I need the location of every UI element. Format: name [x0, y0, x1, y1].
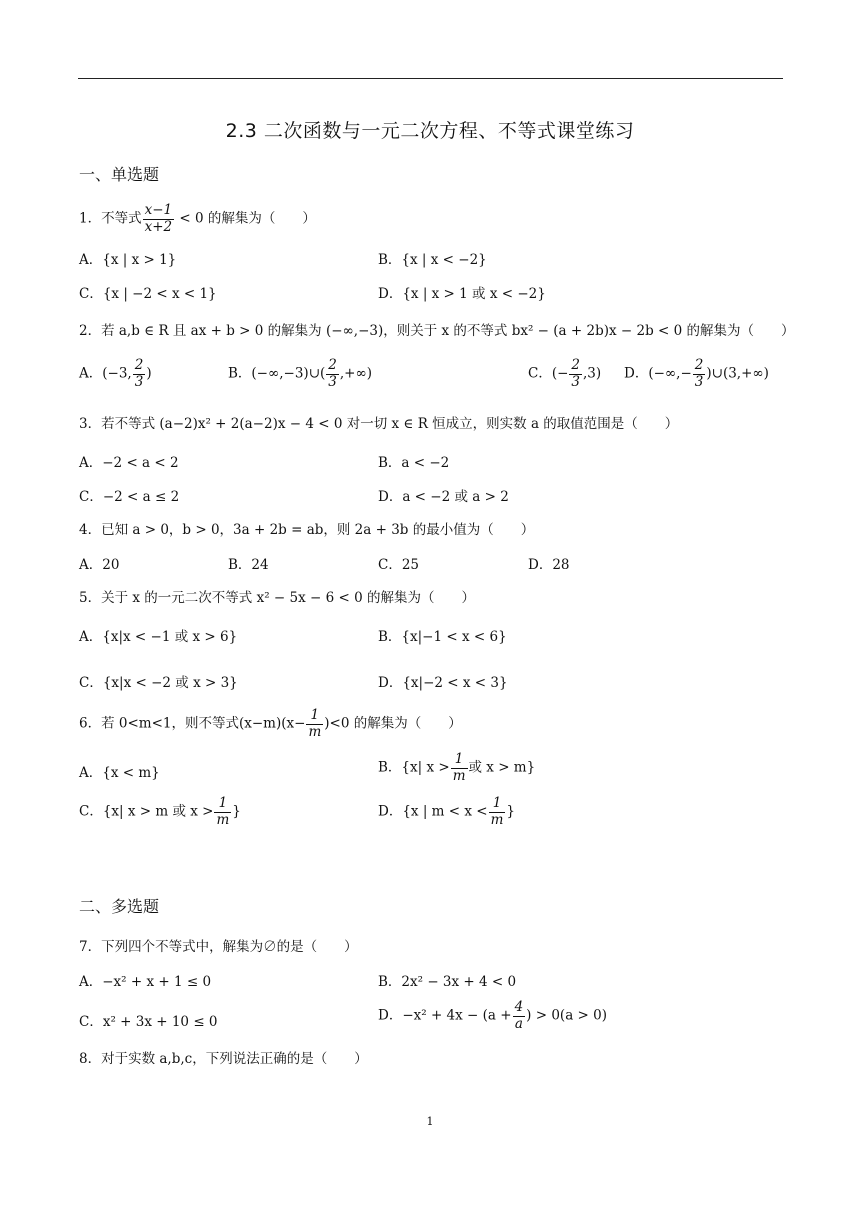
option-7c: C．x² + 3x + 10 ≤ 0 [79, 1014, 218, 1030]
question-5: 5．关于 x 的一元二次不等式 x² − 5x − 6 < 0 的解集为（ ） [79, 590, 475, 606]
page-title: 2.3 二次函数与一元二次方程、不等式课堂练习 [225, 120, 635, 142]
option-7a: A．−x² + x + 1 ≤ 0 [79, 974, 212, 990]
option-3c: C．−2 < a ≤ 2 [79, 489, 180, 505]
option-1d: D．{x | x > 1 或 x < −2} [378, 286, 546, 302]
option-5d: D．{x|−2 < x < 3} [378, 675, 508, 691]
question-1: 1．不等式 $\frac{x-1}{x+2}$ < 0 的解集为（ ） [79, 202, 316, 235]
question-4: 4．已知 a > 0，b > 0，3a + 2b = ab，则 2a + 3b 的最小值为（ ） [79, 522, 535, 538]
option-6d: D．{x | m < x < $\frac{1}{m}$ } [378, 795, 515, 828]
option-4a: A．20 [79, 557, 120, 573]
header-rule [78, 78, 783, 79]
option-5a: A．{x|x < −1 或 x > 6} [79, 629, 238, 645]
option-2b: B．(−∞,−3)∪( $\frac{2}{3}$ ,+∞) [228, 357, 373, 390]
section-multi-choice: 二、多选题 [79, 897, 160, 916]
option-1c: C．{x | −2 < x < 1} [79, 286, 217, 302]
question-7: 7．下列四个不等式中，解集为∅的是（ ） [79, 939, 358, 955]
option-6a: A．{x < m} [79, 765, 160, 781]
option-7d: D．−x² + 4x − (a + $\frac{4}{a}$ ) > 0(a > 0) [378, 999, 607, 1032]
option-3b: B．a < −2 [378, 455, 450, 471]
option-2d: D．(−∞,− $\frac{2}{3}$ )∪(3,+∞) [624, 357, 769, 390]
question-6: 6．若 0<m<1，则不等式(x−m)(x− $\frac{1}{m}$ )<0 的解集为（ ） [79, 707, 462, 740]
option-7b: B．2x² − 3x + 4 < 0 [378, 974, 517, 990]
option-2c: C．(− $\frac{2}{3}$ ,3) [528, 357, 602, 390]
option-6c: C．{x| x > m 或 x > $\frac{1}{m}$ } [79, 795, 241, 828]
option-4b: B．24 [228, 557, 269, 573]
option-3a: A．−2 < a < 2 [79, 455, 179, 471]
section-single-choice: 一、单选题 [79, 165, 160, 184]
fraction: $\frac{x-1}{x+2}$ [144, 202, 173, 235]
page-number: 1 [426, 1115, 434, 1128]
question-2: 2．若 a,b ∈ R 且 ax + b > 0 的解集为 (−∞,−3)，则关于 x 的不等式 bx² − (a + 2b)x − 2b < 0 的解集为（ ） [79, 323, 795, 339]
option-1b: B．{x | x < −2} [378, 252, 487, 268]
question-3: 3．若不等式 (a−2)x² + 2(a−2)x − 4 < 0 对一切 x ∈ R 恒成立，则实数 a 的取值范围是（ ） [79, 416, 679, 432]
option-4d: D．28 [528, 557, 570, 573]
option-5b: B．{x|−1 < x < 6} [378, 629, 507, 645]
option-2a: A．(−3, $\frac{2}{3}$ ) [79, 357, 152, 390]
option-6b: B．{x| x > $\frac{1}{m}$ 或 x > m} [378, 751, 536, 784]
option-1a: A．{x | x > 1} [79, 252, 177, 268]
question-8: 8．对于实数 a,b,c，下列说法正确的是（ ） [79, 1051, 368, 1067]
option-5c: C．{x|x < −2 或 x > 3} [79, 675, 238, 691]
option-4c: C．25 [378, 557, 420, 573]
option-3d: D．a < −2 或 a > 2 [378, 489, 509, 505]
